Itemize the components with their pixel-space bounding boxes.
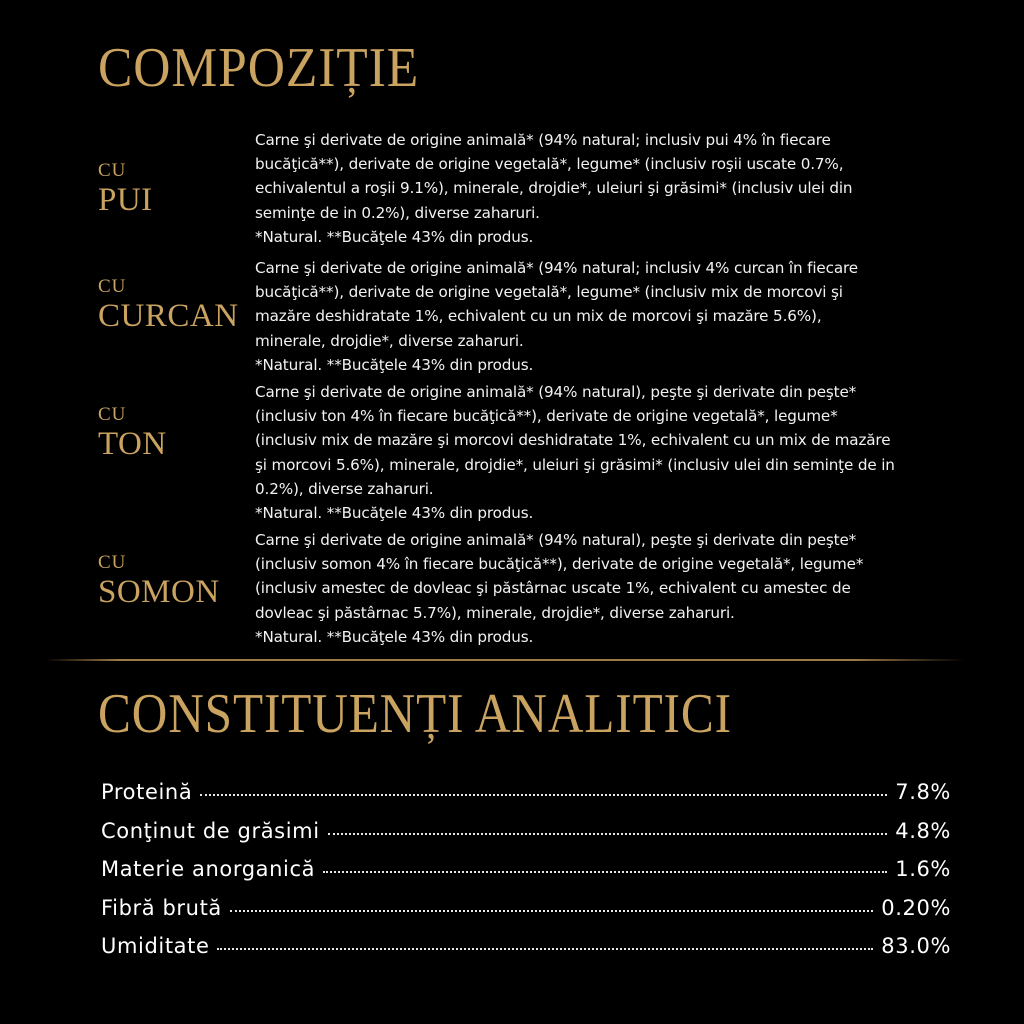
variant-prefix: CU <box>98 404 127 425</box>
variant-name: TON <box>98 426 167 462</box>
constituent-value: 7.8% <box>895 780 951 804</box>
description-line: Carne şi derivate de origine animală* (94% natural; inclusiv 4% curcan în fiecare <box>255 259 858 277</box>
constituent-name: Materie anorganică <box>101 857 316 882</box>
description-line: Carne şi derivate de origine animală* (94% natural), peşte şi derivate din peşte* <box>255 531 857 549</box>
description-line: Carne şi derivate de origine animală* (94% natural), peşte şi derivate din peşte* <box>255 383 857 401</box>
description-line: şi morcovi 5.6%), minerale, drojdie*, uleiuri şi grăsimi* (inclusiv ulei din seminţe de in <box>255 455 895 474</box>
variant-name: SOMON <box>98 574 220 610</box>
variant-description <box>255 128 990 249</box>
analytics-title: CONSTITUENȚI ANALITICI <box>98 683 732 745</box>
variant-description <box>255 528 990 649</box>
constituent-value: 1.6% <box>895 857 951 882</box>
description-line: mazăre deshidratate 1%, echivalent cu un mix de morcovi şi mazăre 5.6%), <box>255 307 822 326</box>
footnote-line: *Natural. **Bucăţele 43% din produs. <box>255 355 534 374</box>
description-line: dovleac şi păstârnac 5.7%), minerale, drojdie*, diverse zaharuri. <box>255 603 735 622</box>
analytics-row-ash <box>101 857 951 896</box>
analytics-row-protein <box>101 780 951 819</box>
variant-prefix: CU <box>98 276 127 297</box>
variant-label <box>98 160 248 218</box>
footnote-line: *Natural. **Bucăţele 43% din produs. <box>255 627 534 646</box>
description-line: Carne şi derivate de origine animală* (94% natural; inclusiv pui 4% în fiecare <box>255 131 831 149</box>
analytics-row-fat <box>101 819 951 858</box>
analytics-table <box>101 780 951 973</box>
variant-name: PUI <box>98 182 153 218</box>
gold-divider <box>45 659 965 661</box>
description-line: minerale, drojdie*, diverse zaharuri. <box>255 331 524 350</box>
description-line: bucăţică**), derivate de origine vegetală*, legume* (inclusiv mix de morcovi şi <box>255 283 843 302</box>
constituent-name: Fibră brută <box>101 895 222 920</box>
constituent-value: 4.8% <box>895 818 951 843</box>
variant-description <box>255 380 990 525</box>
variant-label <box>98 404 248 462</box>
variant-label <box>98 552 248 610</box>
constituent-value: 0.20% <box>881 895 951 920</box>
variant-prefix: CU <box>98 160 127 181</box>
variant-label <box>98 276 248 334</box>
analytics-row-fibre <box>101 896 951 935</box>
description-line: (inclusiv ton 4% în fiecare bucăţică**), derivate de origine vegetală*, legume* <box>255 407 838 426</box>
variant-name: CURCAN <box>98 298 239 334</box>
footnote-line: *Natural. **Bucăţele 43% din produs. <box>255 227 534 246</box>
description-line: seminţe de in 0.2%), diverse zaharuri. <box>255 203 540 222</box>
description-line: 0.2%), diverse zaharuri. <box>255 479 434 498</box>
description-line: (inclusiv somon 4% în fiecare bucăţică**), derivate de origine vegetală*, legume* <box>255 555 864 574</box>
description-line: (inclusiv mix de mazăre şi morcovi deshidratate 1%, echivalent cu un mix de mazăre <box>255 431 891 450</box>
footnote-line: *Natural. **Bucăţele 43% din produs. <box>255 504 534 523</box>
constituent-name: Proteină <box>101 780 193 804</box>
description-line: (inclusiv amestec de dovleac şi păstârnac uscate 1%, echivalent cu amestec de <box>255 579 851 598</box>
dot-leader <box>230 910 873 912</box>
description-line: bucăţică**), derivate de origine vegetală*, legume* (inclusiv roşii uscate 0.7%, <box>255 155 844 174</box>
variant-description <box>255 256 990 377</box>
variant-prefix: CU <box>98 552 127 573</box>
analytics-row-moisture <box>101 934 951 973</box>
constituent-name: Umiditate <box>101 934 210 959</box>
constituent-name: Conţinut de grăsimi <box>101 818 320 843</box>
dot-leader <box>200 794 887 796</box>
dot-leader <box>328 833 888 835</box>
composition-title: COMPOZIȚIE <box>98 37 420 99</box>
dot-leader <box>217 948 873 950</box>
description-line: echivalentul a roşii 9.1%), minerale, drojdie*, uleiuri şi grăsimi* (inclusiv ulei din <box>255 179 853 198</box>
dot-leader <box>323 871 887 873</box>
constituent-value: 83.0% <box>881 934 951 959</box>
